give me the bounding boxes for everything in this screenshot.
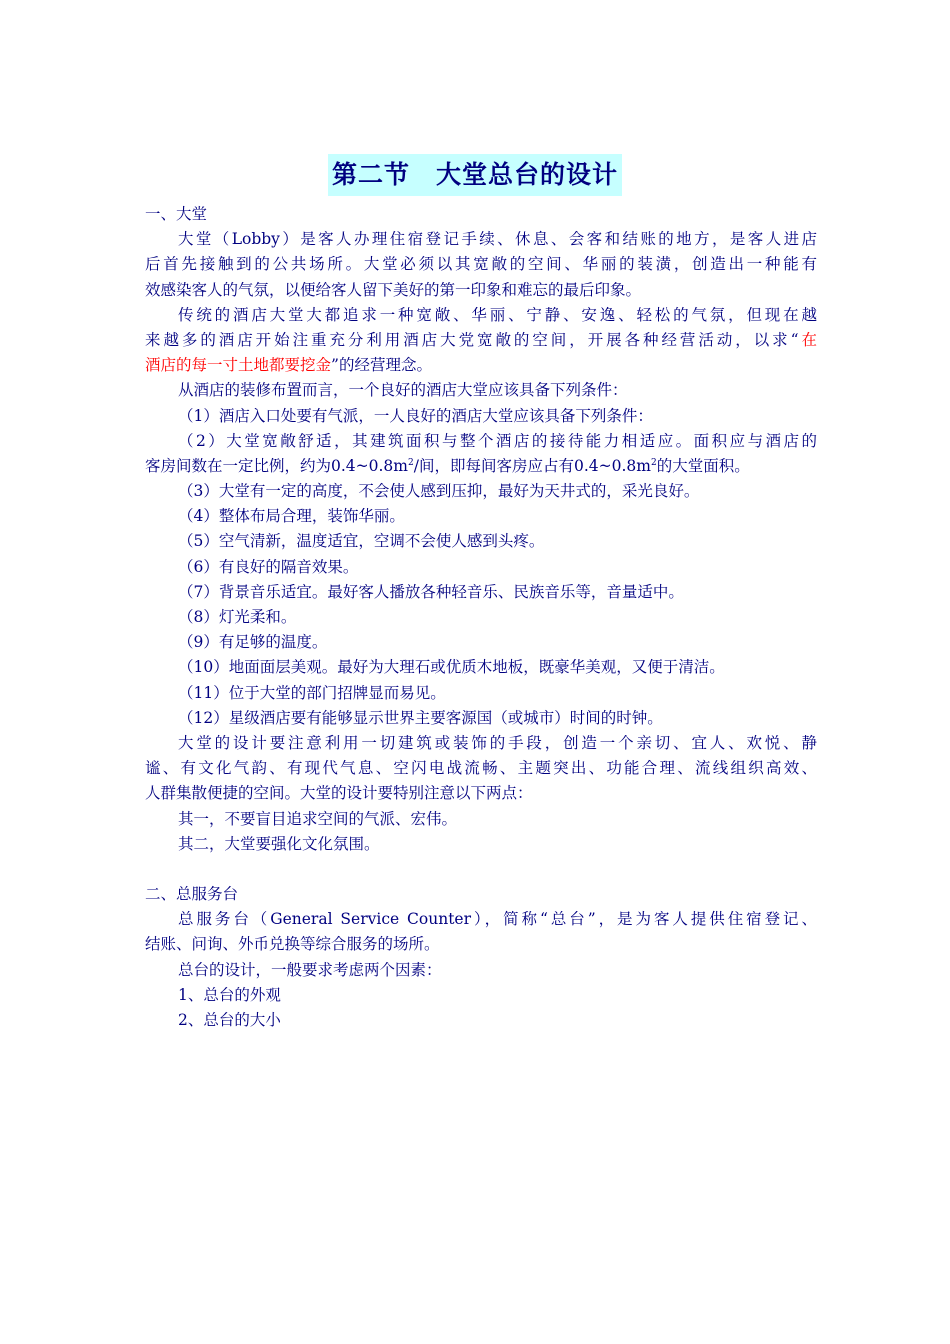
paragraph-line: 谧、有文化气韵、有现代气息、空闪电战流畅、主题突出、功能合理、流线组织高效、 bbox=[145, 759, 817, 778]
highlight-text: 酒店的每一寸土地都要挖金 bbox=[145, 356, 332, 375]
section-heading-lobby: 一、大堂 bbox=[145, 205, 208, 223]
list-item: 1、总台的外观 bbox=[178, 985, 281, 1004]
superscript: 2 bbox=[650, 457, 657, 468]
condition-item: （9）有足够的温度。 bbox=[178, 633, 328, 652]
paragraph-line: 后首先接触到的公共场所。大堂必须以其宽敞的空间、华丽的装潢，创造出一种能有 bbox=[145, 255, 817, 274]
document-body bbox=[145, 202, 817, 1033]
point-item: 其一，不要盲目追求空间的气派、宏伟。 bbox=[178, 809, 458, 828]
condition-item: （12）星级酒店要有能够显示世界主要客源国（或城市）时间的时钟。 bbox=[178, 708, 663, 727]
paragraph-text: 客房间数在一定比例，约为0.4~0.8m bbox=[145, 456, 408, 475]
point-item: 其二，大堂要强化文化氛围。 bbox=[178, 834, 380, 853]
condition-item: （10）地面面层美观。最好为大理石或优质木地板，既豪华美观，又便于清洁。 bbox=[178, 658, 725, 677]
condition-item: （7）背景音乐适宜。最好客人播放各种轻音乐、民族音乐等，音量适中。 bbox=[178, 582, 684, 601]
page-title: 第二节 大堂总台的设计 bbox=[328, 154, 622, 196]
paragraph-line bbox=[145, 353, 817, 378]
condition-item: （2）大堂宽敞舒适，其建筑面积与整个酒店的接待能力相适应。面积应与酒店的 bbox=[178, 431, 817, 450]
condition-item: （5）空气清新，温度适宜，空调不会使人感到头疼。 bbox=[178, 532, 545, 551]
paragraph-line: 大堂（Lobby）是客人办理住宿登记手续、休息、会客和结账的地方，是客人进店 bbox=[178, 230, 817, 249]
condition-item: （1）酒店入口处要有气派，一人良好的酒店大堂应该具备下列条件： bbox=[178, 406, 653, 425]
paragraph-line: 传统的酒店大堂大都追求一种宽敞、华丽、宁静、安逸、轻松的气氛，但现在越 bbox=[178, 305, 817, 324]
condition-item: （11）位于大堂的部门招牌显而易见。 bbox=[178, 683, 446, 702]
paragraph-line: 效感染客人的气氛，以便给客人留下美好的第一印象和难忘的最后印象。 bbox=[145, 280, 642, 299]
section-heading-front-desk: 二、总服务台 bbox=[145, 885, 239, 904]
condition-item: （3）大堂有一定的高度，不会使人感到压抑，最好为天井式的，采光良好。 bbox=[178, 482, 700, 501]
paragraph-text: 的大堂面积。 bbox=[656, 456, 750, 475]
paragraph-text: 来越多的酒店开始注重充分利用酒店大党宽敞的空间，开展各种经营活动，以求“ bbox=[145, 330, 799, 349]
condition-item: （6）有良好的隔音效果。 bbox=[178, 557, 359, 576]
paragraph-line: 从酒店的装修布置而言，一个良好的酒店大堂应该具备下列条件： bbox=[178, 381, 628, 400]
paragraph-text: ”的经营理念。 bbox=[331, 356, 432, 375]
paragraph-line bbox=[145, 328, 817, 353]
title-container bbox=[0, 154, 950, 196]
blank-line bbox=[145, 857, 817, 882]
paragraph-text: /间，即每间客房应占有0.4~0.8m bbox=[413, 456, 651, 475]
paragraph-line: 人群集散便捷的空间。大堂的设计要特别注意以下两点： bbox=[145, 784, 533, 803]
paragraph-line: 大堂的设计要注意利用一切建筑或装饰的手段，创造一个亲切、宜人、欢悦、静 bbox=[178, 733, 817, 752]
superscript: 2 bbox=[408, 457, 414, 468]
paragraph-line: 总服务台（General Service Counter），简称“总台”，是为客人提供住宿登记、 bbox=[178, 910, 817, 929]
paragraph-line: 结账、问询、外币兑换等综合服务的场所。 bbox=[145, 935, 440, 954]
condition-item: （8）灯光柔和。 bbox=[178, 608, 297, 626]
condition-item-continued bbox=[145, 454, 817, 479]
paragraph-line: 总台的设计，一般要求考虑两个因素： bbox=[178, 960, 442, 979]
highlight-text: 在 bbox=[798, 330, 817, 349]
condition-item: （4）整体布局合理，装饰华丽。 bbox=[178, 507, 405, 526]
list-item: 2、总台的大小 bbox=[178, 1011, 281, 1029]
